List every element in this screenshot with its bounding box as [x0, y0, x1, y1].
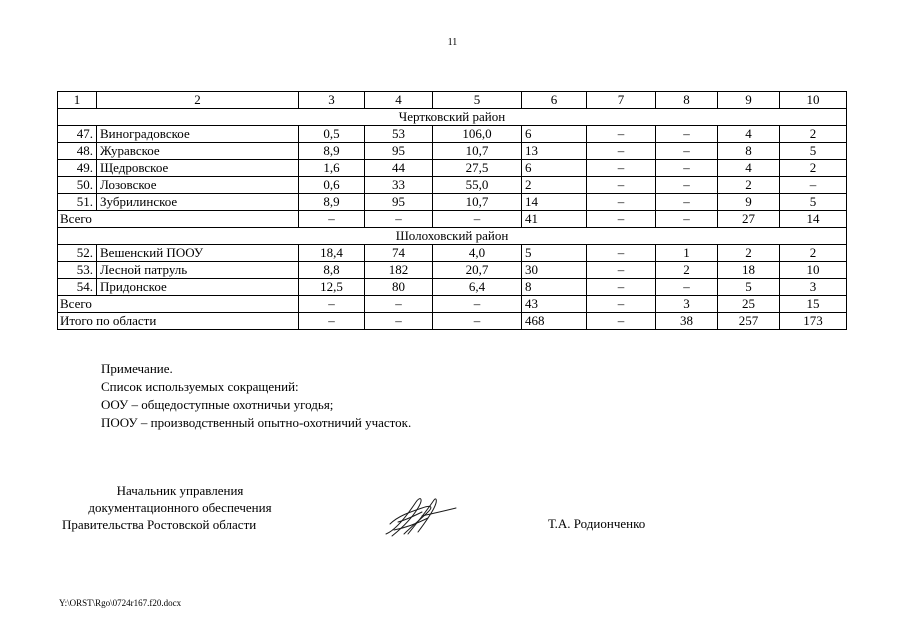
table-row [58, 177, 847, 194]
table-cell: 47. [58, 126, 97, 143]
table-cell: – [433, 211, 522, 228]
table-cell: 13 [522, 143, 587, 160]
table-cell: – [365, 211, 433, 228]
table-cell: – [656, 194, 718, 211]
table-cell: – [656, 143, 718, 160]
table-cell: 3 [780, 279, 847, 296]
signer-name: Т.А. Родионченко [548, 516, 646, 531]
table-cell: 52. [58, 245, 97, 262]
table-cell: Придонское [97, 279, 299, 296]
table-cell: 2 [718, 177, 780, 194]
table-cell: 74 [365, 245, 433, 262]
table-cell: 8,8 [299, 262, 365, 279]
table-row [58, 143, 847, 160]
table-cell: 49. [58, 160, 97, 177]
table-cell: – [299, 296, 365, 313]
table-cell: 27,5 [433, 160, 522, 177]
table-cell: 6 [522, 160, 587, 177]
note-heading: Примечание. [101, 361, 173, 376]
table-cell: – [365, 296, 433, 313]
table-cell: 14 [780, 211, 847, 228]
table-cell: 30 [522, 262, 587, 279]
table-cell: 173 [780, 313, 847, 330]
table-row [58, 262, 847, 279]
grand-total-row [58, 313, 847, 330]
table-cell: 9 [718, 194, 780, 211]
table-cell: – [587, 143, 656, 160]
table-cell: 2 [522, 177, 587, 194]
table-cell: 8 [522, 279, 587, 296]
table-row [58, 160, 847, 177]
table-cell: – [587, 160, 656, 177]
table-cell: 468 [522, 313, 587, 330]
table-cell: 50. [58, 177, 97, 194]
table-cell: – [587, 211, 656, 228]
table-cell: – [656, 279, 718, 296]
table-cell: 4 [718, 126, 780, 143]
table-cell: 18 [718, 262, 780, 279]
table-cell: 48. [58, 143, 97, 160]
table-cell: – [656, 126, 718, 143]
table-cell: Журавское [97, 143, 299, 160]
table-cell: – [433, 313, 522, 330]
file-path: Y:\ORST\Rgo\0724r167.f20.docx [59, 598, 182, 608]
signer-title [60, 482, 300, 533]
table-cell: 6 [522, 126, 587, 143]
table-cell: Вешенский ПООУ [97, 245, 299, 262]
page-number: 11 [447, 37, 458, 48]
table-cell: 3 [299, 92, 365, 109]
table-cell: 1,6 [299, 160, 365, 177]
note-block [101, 360, 411, 432]
table-cell: Зубрилинское [97, 194, 299, 211]
table-cell: 95 [365, 194, 433, 211]
table-cell: 2 [780, 245, 847, 262]
table-cell: 8,9 [299, 143, 365, 160]
table-cell: – [365, 313, 433, 330]
table-cell: 14 [522, 194, 587, 211]
total-label: Итого по области [58, 313, 299, 330]
table-row [58, 126, 847, 143]
table-cell: 80 [365, 279, 433, 296]
table-cell: – [656, 177, 718, 194]
table-cell: 4 [718, 160, 780, 177]
table-cell: 54. [58, 279, 97, 296]
table-cell: 7 [587, 92, 656, 109]
table-cell: 1 [58, 92, 97, 109]
table-cell: – [587, 177, 656, 194]
table-cell: 8 [656, 92, 718, 109]
table-cell: 51. [58, 194, 97, 211]
table-row [58, 245, 847, 262]
table-cell: 44 [365, 160, 433, 177]
note-line: Список используемых сокращений: [101, 379, 299, 394]
table-cell: – [656, 211, 718, 228]
signature-image [378, 494, 460, 540]
table-cell: – [587, 279, 656, 296]
table-cell: 9 [718, 92, 780, 109]
table-cell: Лозовское [97, 177, 299, 194]
table-cell: 38 [656, 313, 718, 330]
table-cell: 0,6 [299, 177, 365, 194]
total-label: Всего [58, 296, 299, 313]
table-cell: 53 [365, 126, 433, 143]
table-cell: 5 [433, 92, 522, 109]
section-total-row [58, 296, 847, 313]
section-title-row [58, 228, 847, 245]
table-row [58, 279, 847, 296]
note-line: ООУ – общедоступные охотничьи угодья; [101, 397, 334, 412]
data-table [57, 91, 847, 330]
section-title-row [58, 109, 847, 126]
section-total-row [58, 211, 847, 228]
table-cell: 2 [780, 160, 847, 177]
table-cell: 10,7 [433, 143, 522, 160]
table-cell: 10,7 [433, 194, 522, 211]
table-cell: – [587, 313, 656, 330]
table-cell: 106,0 [433, 126, 522, 143]
table-cell: 55,0 [433, 177, 522, 194]
table-cell: 1 [656, 245, 718, 262]
table-cell: 10 [780, 262, 847, 279]
table-cell: 2 [656, 262, 718, 279]
table-cell: 20,7 [433, 262, 522, 279]
table-cell: 2 [97, 92, 299, 109]
table-cell: 95 [365, 143, 433, 160]
note-line: ПООУ – производственный опытно-охотничий участок. [101, 415, 412, 430]
table-row [58, 194, 847, 211]
section-title: Чертковский район [58, 109, 847, 126]
table-cell: – [433, 296, 522, 313]
table-cell: 27 [718, 211, 780, 228]
section-title: Шолоховский район [58, 228, 847, 245]
table-cell: 4 [365, 92, 433, 109]
table-cell: – [299, 313, 365, 330]
table-cell: 8 [718, 143, 780, 160]
table-cell: 5 [780, 194, 847, 211]
table-cell: – [780, 177, 847, 194]
total-label: Всего [58, 211, 299, 228]
table-cell: – [587, 262, 656, 279]
table-cell: 5 [780, 143, 847, 160]
table-cell: 5 [718, 279, 780, 296]
table-cell: 15 [780, 296, 847, 313]
table-cell: 0,5 [299, 126, 365, 143]
table-cell: 5 [522, 245, 587, 262]
table-cell: – [299, 211, 365, 228]
table-cell: – [587, 194, 656, 211]
table-cell: 8,9 [299, 194, 365, 211]
table-cell: Щедровское [97, 160, 299, 177]
table-cell: 257 [718, 313, 780, 330]
table-header-row [58, 92, 847, 109]
signer-title-line: документационного обеспечения [88, 500, 272, 515]
table-cell: 43 [522, 296, 587, 313]
table-cell: 41 [522, 211, 587, 228]
table-cell: 4,0 [433, 245, 522, 262]
table-cell: 2 [718, 245, 780, 262]
table-cell: 53. [58, 262, 97, 279]
table-cell: – [656, 160, 718, 177]
table-cell: 6 [522, 92, 587, 109]
table-cell: 2 [780, 126, 847, 143]
table-cell: 6,4 [433, 279, 522, 296]
table-cell: Лесной патруль [97, 262, 299, 279]
table-cell: 18,4 [299, 245, 365, 262]
table-cell: 12,5 [299, 279, 365, 296]
signer-title-line: Начальник управления [116, 483, 244, 498]
table-cell: 3 [656, 296, 718, 313]
table-cell: 10 [780, 92, 847, 109]
table-cell: Виноградовское [97, 126, 299, 143]
table-cell: 182 [365, 262, 433, 279]
signer-title-line: Правительства Ростовской области [62, 517, 257, 532]
table-cell: – [587, 126, 656, 143]
table-cell: – [587, 296, 656, 313]
table-cell: 25 [718, 296, 780, 313]
table-cell: 33 [365, 177, 433, 194]
table-cell: – [587, 245, 656, 262]
